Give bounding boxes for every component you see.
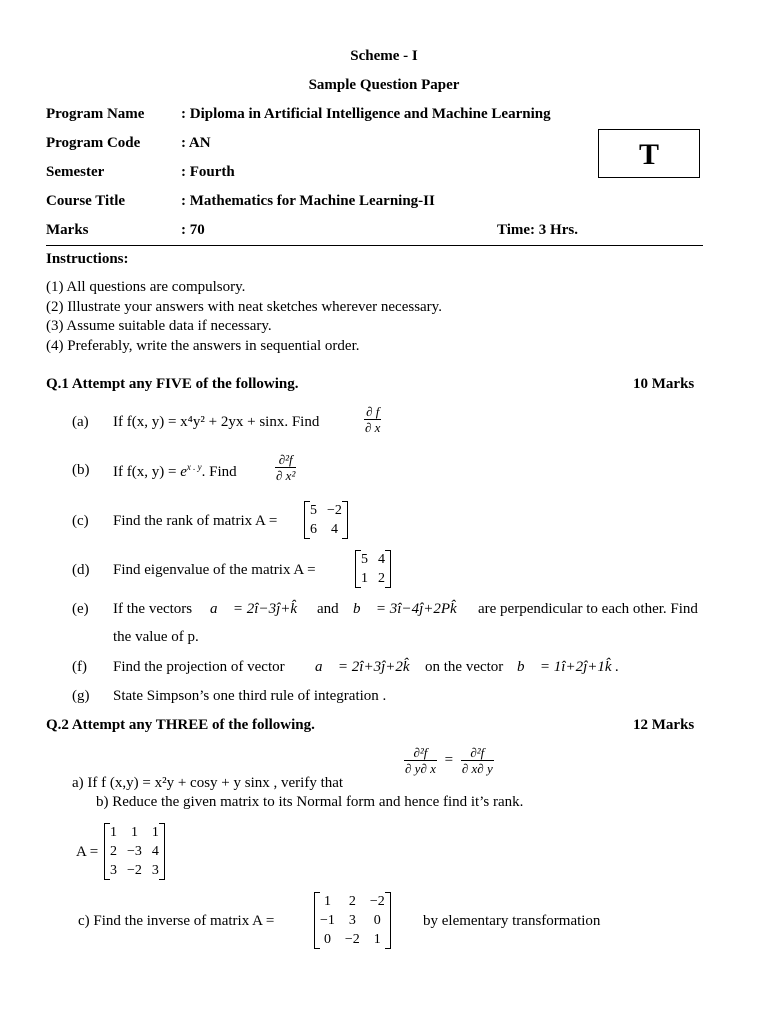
program-name-value: : Diploma in Artificial Intelligence and Machine Learning xyxy=(181,106,551,122)
frac-num: ∂²f xyxy=(275,452,296,468)
q2b-matrix-label: A = xyxy=(76,844,99,860)
matrix-cell: 2 xyxy=(348,894,356,909)
program-code-value: : AN xyxy=(181,135,211,151)
q1b-label: (b) xyxy=(72,462,90,478)
instruction-item: (4) Preferably, write the answers in sequential order. xyxy=(46,338,360,354)
matrix-cell: 5 xyxy=(310,503,317,518)
scheme-label: Scheme - I xyxy=(350,48,418,64)
program-code-label: Program Code xyxy=(46,135,141,151)
exp-base: e xyxy=(180,464,187,480)
matrix-cell: 1 xyxy=(151,825,159,840)
matrix-cell: 1 xyxy=(373,932,381,947)
q1d-text: Find eigenvalue of the matrix A = xyxy=(113,562,316,578)
course-title-value: : Mathematics for Machine Learning-II xyxy=(181,193,435,209)
matrix-cell: 4 xyxy=(330,522,338,537)
vector-a-value: 2î+3ĵ+2k̂ xyxy=(351,659,410,675)
q2a-equation xyxy=(404,745,494,776)
q1e-vector-a xyxy=(210,601,297,618)
q1e-and: and xyxy=(317,601,339,617)
q2b-matrix xyxy=(104,823,165,880)
q1e-text-1: If the vectors xyxy=(113,601,193,617)
vector-b-value: 1î+2ĵ+1k̂ xyxy=(553,659,612,675)
q2-marks: 12 Marks xyxy=(633,717,695,733)
instruction-item: (3) Assume suitable data if necessary. xyxy=(46,318,272,334)
matrix-cell: 4 xyxy=(378,552,385,567)
q1e-vector-b xyxy=(353,601,457,618)
q1a-label: (a) xyxy=(72,414,89,430)
matrix-cell: 3 xyxy=(151,863,159,878)
instruction-item: (2) Illustrate your answers with neat sketches wherever necessary. xyxy=(46,299,442,315)
q1c-matrix xyxy=(304,501,348,539)
matrix-cell: 3 xyxy=(348,913,356,928)
frac-den: ∂ y∂ x xyxy=(405,761,436,776)
paper-title: Sample Question Paper xyxy=(308,77,460,93)
q1f-vector-b xyxy=(517,659,619,676)
q1c-label: (c) xyxy=(72,513,89,529)
semester-value: : Fourth xyxy=(181,164,235,180)
matrix-cell: 1 xyxy=(110,825,117,840)
q1f-end: . xyxy=(615,659,620,675)
program-name-label: Program Name xyxy=(46,106,145,122)
q2c-after: by elementary transformation xyxy=(423,913,601,929)
q1b-fraction xyxy=(275,452,296,483)
matrix-cell: 5 xyxy=(361,552,368,567)
q1c-text: Find the rank of matrix A = xyxy=(113,513,278,529)
marks-label: Marks xyxy=(46,222,89,238)
q1e-label: (e) xyxy=(72,601,89,617)
frac-num: ∂²f xyxy=(404,745,437,761)
vector-a-value: 2î−3ĵ+k̂ xyxy=(246,601,298,617)
matrix-cell: −2 xyxy=(344,932,360,947)
frac-den: ∂ x∂ y xyxy=(461,761,493,776)
q2a-text: a) If f (x,y) = x²y + cosy + y sinx , verify that xyxy=(72,775,344,791)
vector-a-symbol: a⃗ = xyxy=(210,601,247,617)
q1b-text xyxy=(113,462,237,481)
q1d-matrix xyxy=(355,550,391,588)
q1e-text-3: the value of p. xyxy=(113,629,199,645)
vector-b-symbol: b⃗ = xyxy=(517,659,554,675)
q1f-text-2: on the vector xyxy=(425,659,504,675)
matrix-cell: 2 xyxy=(110,844,117,859)
matrix-cell: 1 xyxy=(130,825,138,840)
q1d-label: (d) xyxy=(72,562,90,578)
frac-num: ∂²f xyxy=(461,745,494,761)
t-box: T xyxy=(598,129,700,178)
q2c-text: c) Find the inverse of matrix A = xyxy=(78,913,275,929)
matrix-cell: 1 xyxy=(361,571,368,586)
matrix-cell: 3 xyxy=(110,863,117,878)
frac-num: ∂ f xyxy=(364,404,381,420)
exp-power: x . y xyxy=(186,462,202,472)
matrix-cell: −2 xyxy=(327,503,342,518)
matrix-cell: 0 xyxy=(323,932,331,947)
q1f-vector-a xyxy=(315,659,410,676)
vector-b-symbol: b⃗ = xyxy=(353,601,390,617)
matrix-cell: −2 xyxy=(369,894,385,909)
q1b-text-post: . Find xyxy=(201,464,237,480)
q1-marks: 10 Marks xyxy=(633,376,695,392)
frac-den: ∂ x xyxy=(365,420,381,435)
q1-heading: Q.1 Attempt any FIVE of the following. xyxy=(46,376,299,392)
q2-heading: Q.2 Attempt any THREE of the following. xyxy=(46,717,315,733)
q1g-label: (g) xyxy=(72,688,90,704)
q1f-label: (f) xyxy=(72,659,87,675)
time-label: Time: 3 Hrs. xyxy=(497,222,578,238)
matrix-cell: −1 xyxy=(320,913,335,928)
matrix-cell: 1 xyxy=(323,894,331,909)
instruction-item: (1) All questions are compulsory. xyxy=(46,279,246,295)
q1a-text: If f(x, y) = x⁴y² + 2yx + sinx. Find xyxy=(113,414,320,430)
matrix-cell: 4 xyxy=(151,844,159,859)
q2b-text: b) Reduce the given matrix to its Normal form and hence find it’s rank. xyxy=(96,794,524,810)
matrix-cell: −2 xyxy=(127,863,142,878)
frac-den: ∂ x² xyxy=(276,468,296,483)
vector-a-symbol: a⃗ = xyxy=(315,659,352,675)
vector-b-value: 3î−4ĵ+2Pk̂ xyxy=(389,601,457,617)
semester-label: Semester xyxy=(46,164,105,180)
instructions-heading: Instructions: xyxy=(46,251,129,267)
marks-value: : 70 xyxy=(181,222,205,238)
course-title-label: Course Title xyxy=(46,193,126,209)
q2c-matrix xyxy=(314,892,391,949)
matrix-cell: 6 xyxy=(310,522,317,537)
matrix-cell: 2 xyxy=(378,571,385,586)
q1e-text-2: are perpendicular to each other. Find xyxy=(478,601,698,617)
q1b-text-pre: If f(x, y) = xyxy=(113,464,181,480)
equals-sign: = xyxy=(444,752,454,768)
header-divider xyxy=(46,245,703,246)
q1f-text-1: Find the projection of vector xyxy=(113,659,285,675)
matrix-cell: 0 xyxy=(373,913,381,928)
q1g-text: State Simpson’s one third rule of integration . xyxy=(113,688,387,704)
q1a-fraction xyxy=(364,404,381,435)
matrix-cell: −3 xyxy=(127,844,142,859)
